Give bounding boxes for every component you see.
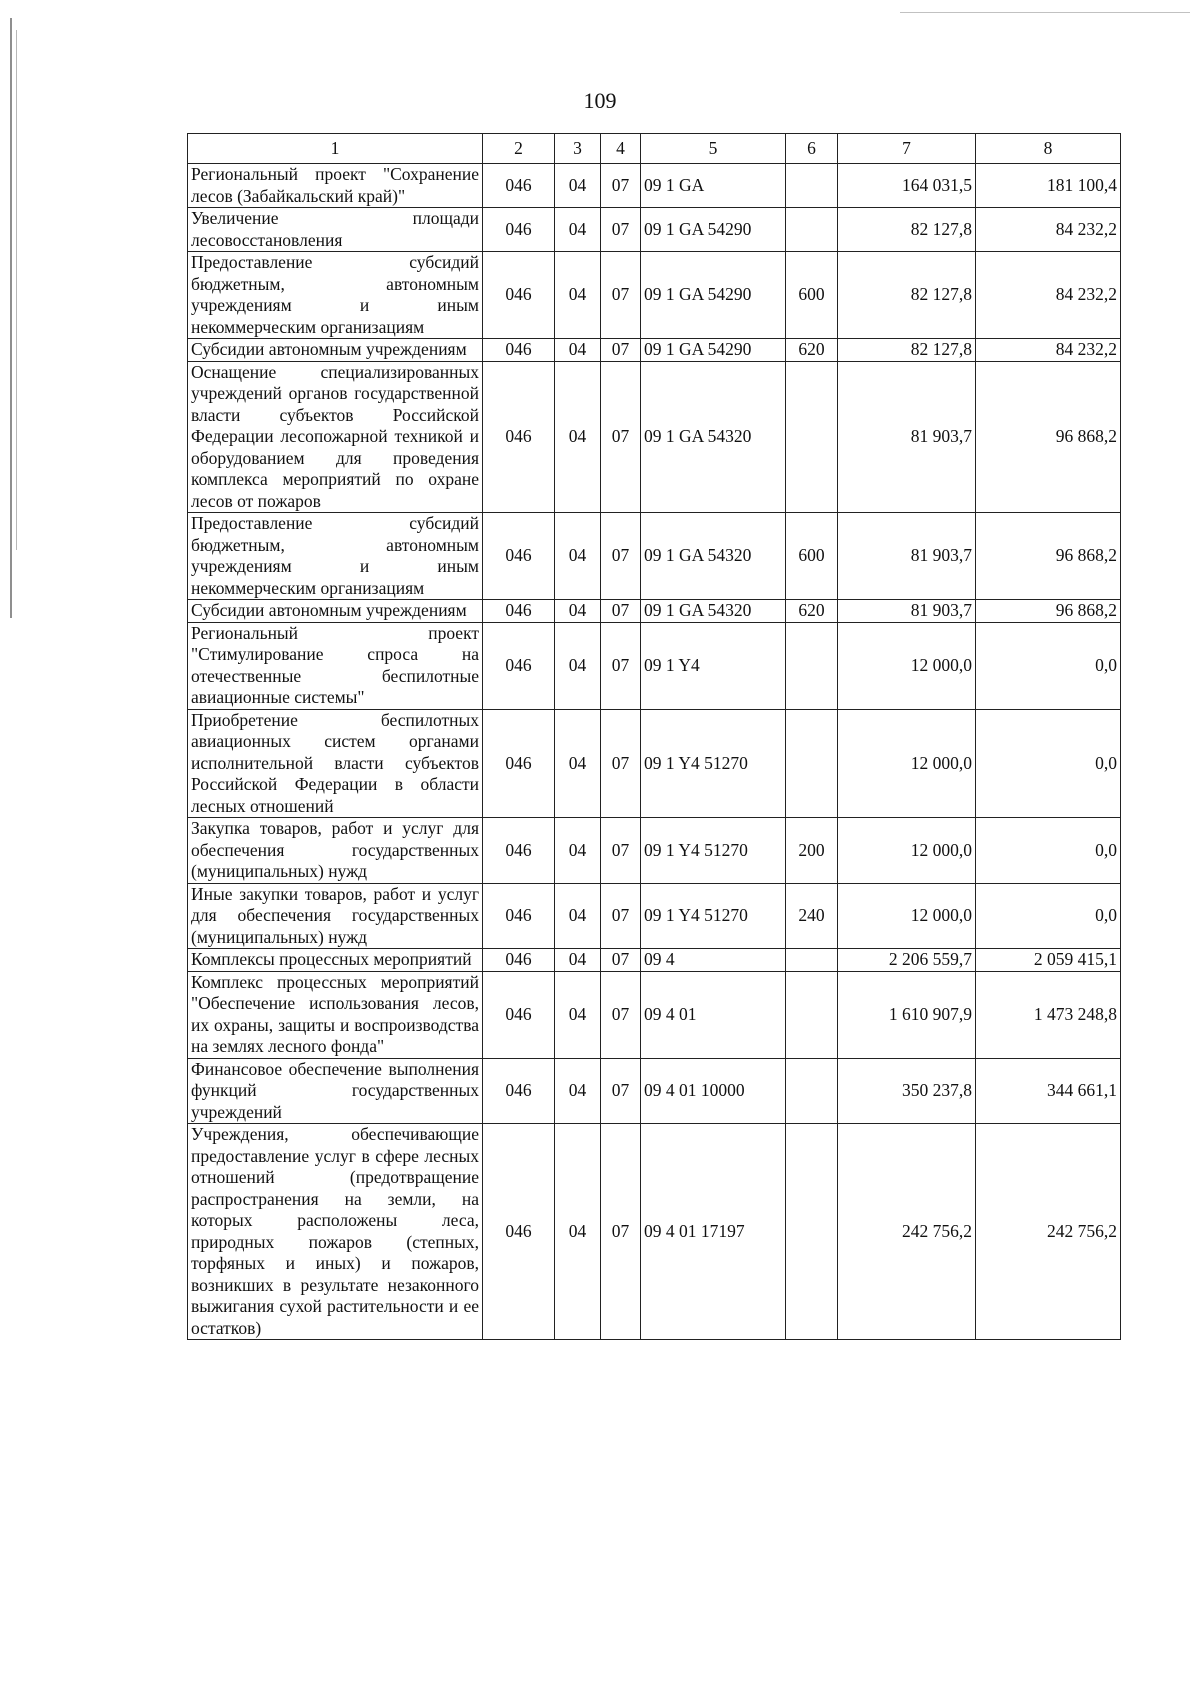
row-subsection-code: 07 [601,600,641,623]
row-amount-year-1: 242 756,2 [838,1124,976,1340]
row-subsection-code: 07 [601,513,641,600]
row-amount-year-1: 12 000,0 [838,709,976,818]
header-row [188,134,1121,164]
page-number: 109 [583,88,617,113]
row-amount-year-1: 81 903,7 [838,600,976,623]
row-amount-year-1: 81 903,7 [838,361,976,513]
row-name: Иные закупки товаров, работ и услуг для обеспечения государственных (муниципальных) нужд [188,883,483,949]
row-amount-year-1: 12 000,0 [838,883,976,949]
table-row [188,818,1121,884]
row-target-article: 09 1 Y4 51270 [641,818,786,884]
row-target-article: 09 1 GA 54320 [641,361,786,513]
row-name: Субсидии автономным учреждениям [188,600,483,623]
row-amount-year-2: 0,0 [976,709,1121,818]
row-target-article: 09 4 01 10000 [641,1058,786,1124]
row-section-code: 04 [555,1124,601,1340]
row-subsection-code: 07 [601,709,641,818]
row-name: Субсидии автономным учреждениям [188,339,483,362]
row-section-code: 04 [555,361,601,513]
row-amount-year-2: 344 661,1 [976,1058,1121,1124]
row-name: Региональный проект "Стимулирование спроса на отечественные беспилотные авиационные системы" [188,622,483,709]
table-row [188,1058,1121,1124]
row-expense-type [786,1058,838,1124]
column-header: 2 [483,134,555,164]
row-amount-year-2: 84 232,2 [976,339,1121,362]
table-row [188,339,1121,362]
row-amount-year-2: 0,0 [976,818,1121,884]
row-target-article: 09 1 Y4 51270 [641,709,786,818]
row-expense-type [786,622,838,709]
row-name: Оснащение специализированных учреждений органов государственной власти субъектов Российской Федерации лесопожарной техникой и оборудованием для проведения комплекса мероприятий по охране лесов от пожаров [188,361,483,513]
row-amount-year-2: 96 868,2 [976,600,1121,623]
row-amount-year-1: 82 127,8 [838,339,976,362]
row-expense-type: 620 [786,339,838,362]
column-header: 6 [786,134,838,164]
row-target-article: 09 1 GA 54290 [641,252,786,339]
column-header: 4 [601,134,641,164]
row-amount-year-1: 12 000,0 [838,622,976,709]
row-section-code: 04 [555,513,601,600]
row-expense-type [786,1124,838,1340]
table-row [188,709,1121,818]
column-header: 7 [838,134,976,164]
row-subsection-code: 07 [601,622,641,709]
row-subsection-code: 07 [601,361,641,513]
row-grbs-code: 046 [483,1124,555,1340]
row-subsection-code: 07 [601,208,641,252]
row-target-article: 09 4 [641,949,786,972]
row-section-code: 04 [555,208,601,252]
row-grbs-code: 046 [483,600,555,623]
row-amount-year-1: 350 237,8 [838,1058,976,1124]
row-name: Предоставление субсидий бюджетным, автономным учреждениям и иным некоммерческим организациям [188,513,483,600]
row-expense-type: 600 [786,252,838,339]
column-header: 5 [641,134,786,164]
table-row [188,208,1121,252]
row-grbs-code: 046 [483,883,555,949]
row-section-code: 04 [555,1058,601,1124]
row-amount-year-2: 0,0 [976,883,1121,949]
row-section-code: 04 [555,949,601,972]
row-name: Закупка товаров, работ и услуг для обеспечения государственных (муниципальных) нужд [188,818,483,884]
row-target-article: 09 1 GA 54320 [641,513,786,600]
row-subsection-code: 07 [601,164,641,208]
table-row [188,971,1121,1058]
row-target-article: 09 1 GA 54290 [641,208,786,252]
row-section-code: 04 [555,883,601,949]
row-amount-year-1: 81 903,7 [838,513,976,600]
row-subsection-code: 07 [601,1124,641,1340]
row-section-code: 04 [555,164,601,208]
row-amount-year-2: 96 868,2 [976,361,1121,513]
row-section-code: 04 [555,622,601,709]
row-amount-year-2: 96 868,2 [976,513,1121,600]
row-grbs-code: 046 [483,622,555,709]
table-row [188,252,1121,339]
row-expense-type: 200 [786,818,838,884]
row-section-code: 04 [555,252,601,339]
row-amount-year-2: 1 473 248,8 [976,971,1121,1058]
row-name: Комплекс процессных мероприятий "Обеспечение использования лесов, их охраны, защиты и воспроизводства на землях лесного фонда" [188,971,483,1058]
row-grbs-code: 046 [483,1058,555,1124]
table-row [188,600,1121,623]
row-amount-year-1: 12 000,0 [838,818,976,884]
row-target-article: 09 1 Y4 51270 [641,883,786,949]
scan-margin-line [16,30,17,550]
budget-table [187,133,1121,1340]
table-body [188,164,1121,1340]
row-amount-year-2: 0,0 [976,622,1121,709]
table-row [188,513,1121,600]
row-subsection-code: 07 [601,339,641,362]
row-expense-type [786,949,838,972]
row-grbs-code: 046 [483,361,555,513]
row-target-article: 09 1 Y4 [641,622,786,709]
row-section-code: 04 [555,971,601,1058]
table-row [188,164,1121,208]
row-expense-type [786,164,838,208]
row-subsection-code: 07 [601,1058,641,1124]
row-target-article: 09 1 GA 54290 [641,339,786,362]
scan-margin-line [10,18,12,618]
row-grbs-code: 046 [483,164,555,208]
row-grbs-code: 046 [483,208,555,252]
table-row [188,1124,1121,1340]
row-subsection-code: 07 [601,818,641,884]
row-amount-year-2: 242 756,2 [976,1124,1121,1340]
row-name: Региональный проект "Сохранение лесов (Забайкальский край)" [188,164,483,208]
row-target-article: 09 1 GA [641,164,786,208]
row-grbs-code: 046 [483,971,555,1058]
row-subsection-code: 07 [601,883,641,949]
row-section-code: 04 [555,709,601,818]
table-row [188,361,1121,513]
row-expense-type: 600 [786,513,838,600]
row-grbs-code: 046 [483,818,555,884]
table-row [188,949,1121,972]
row-subsection-code: 07 [601,949,641,972]
row-grbs-code: 046 [483,339,555,362]
row-name: Увеличение площади лесовосстановления [188,208,483,252]
row-subsection-code: 07 [601,252,641,339]
row-section-code: 04 [555,600,601,623]
row-amount-year-2: 84 232,2 [976,252,1121,339]
row-subsection-code: 07 [601,971,641,1058]
row-grbs-code: 046 [483,709,555,818]
row-name: Финансовое обеспечение выполнения функций государственных учреждений [188,1058,483,1124]
row-name: Приобретение беспилотных авиационных систем органами исполнительной власти субъектов Российской Федерации в области лесных отношений [188,709,483,818]
row-grbs-code: 046 [483,513,555,600]
row-expense-type [786,361,838,513]
column-header: 1 [188,134,483,164]
row-expense-type: 620 [786,600,838,623]
row-section-code: 04 [555,339,601,362]
row-expense-type: 240 [786,883,838,949]
row-grbs-code: 046 [483,252,555,339]
row-amount-year-2: 181 100,4 [976,164,1121,208]
row-amount-year-1: 2 206 559,7 [838,949,976,972]
row-expense-type [786,709,838,818]
row-amount-year-1: 164 031,5 [838,164,976,208]
row-amount-year-1: 82 127,8 [838,252,976,339]
row-name: Предоставление субсидий бюджетным, автономным учреждениям и иным некоммерческим организациям [188,252,483,339]
row-amount-year-1: 1 610 907,9 [838,971,976,1058]
table-row [188,883,1121,949]
table-row [188,622,1121,709]
row-section-code: 04 [555,818,601,884]
column-header: 3 [555,134,601,164]
row-target-article: 09 1 GA 54320 [641,600,786,623]
row-expense-type [786,208,838,252]
row-amount-year-2: 2 059 415,1 [976,949,1121,972]
row-name: Комплексы процессных мероприятий [188,949,483,972]
scan-top-line [900,12,1190,13]
row-grbs-code: 046 [483,949,555,972]
row-amount-year-2: 84 232,2 [976,208,1121,252]
row-target-article: 09 4 01 [641,971,786,1058]
row-expense-type [786,971,838,1058]
row-target-article: 09 4 01 17197 [641,1124,786,1340]
row-name: Учреждения, обеспечивающие предоставление услуг в сфере лесных отношений (предотвращение распространения на земли, на которых расположены леса, природных пожаров (степных, торфяных и иных) и пожаров, возникших в результате незаконного выжигания сухой растительности и ее остатков) [188,1124,483,1340]
row-amount-year-1: 82 127,8 [838,208,976,252]
column-header: 8 [976,134,1121,164]
